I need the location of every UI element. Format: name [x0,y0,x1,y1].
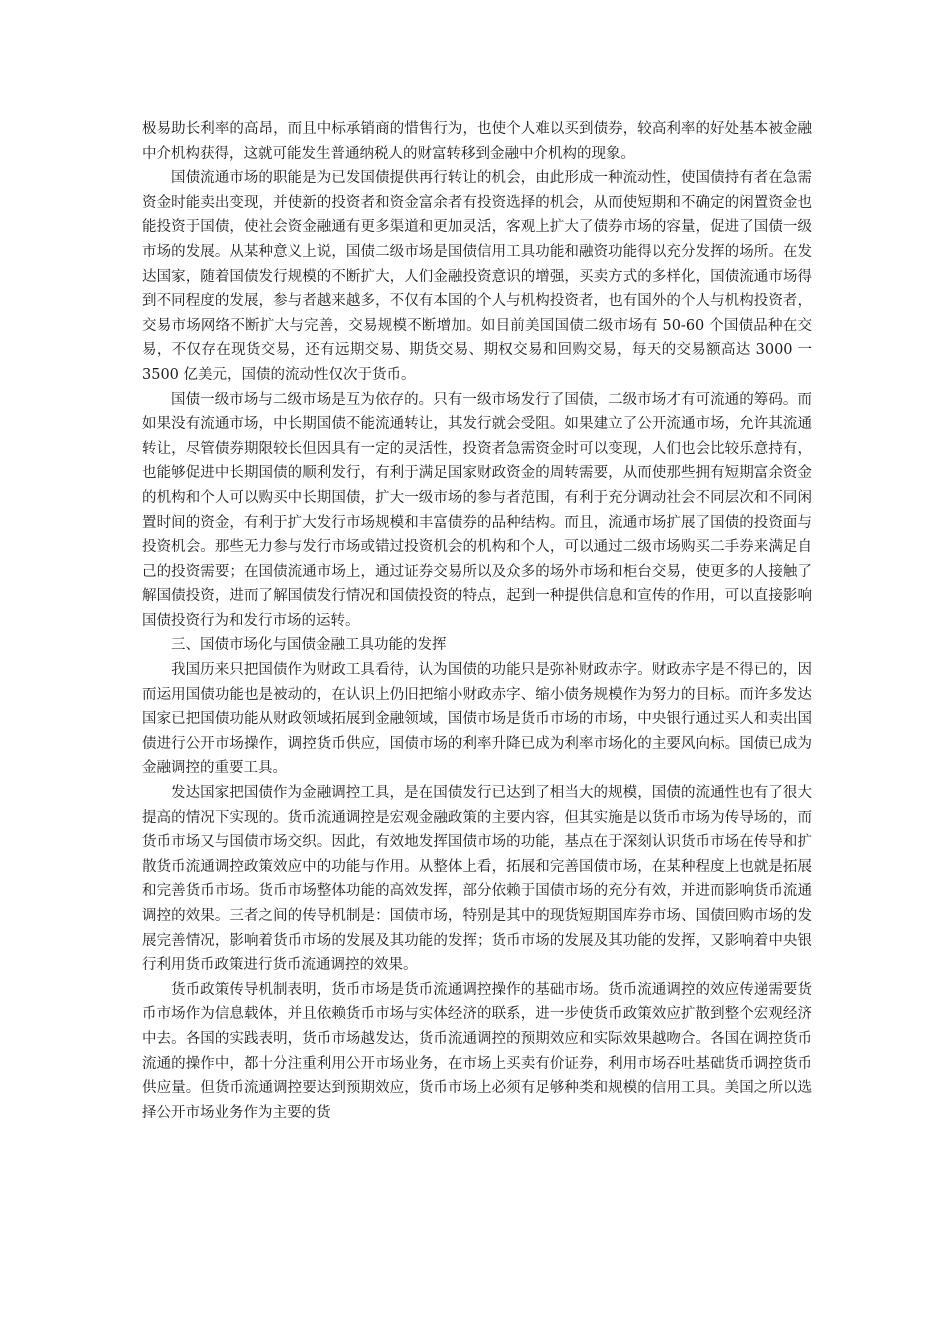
section-heading: 三、国债市场化与国债金融工具功能的发挥 [171,637,447,654]
paragraph-secondary-market-function: 国债流通市场的职能是为已发国债提供再行转让的机会，由此形成一种流动性，使国债持有者在急需资金时能卖出变现，并使新的投资者和资金富余者有投资选择的机会，从而使短期和不确定的闲置资金也能投资于国债，使社会资金融通有更多渠道和更加灵活，客观上扩大了债券市场的容量，促进了国债一级市场的发展。从某种意义上说，国债二级市场是国债信用工具功能和融资功能得以充分发挥的场所。在发达国家，随着国债发行规模的不断扩大，人们金融投资意识的增强，买卖方式的多样化，国债流通市场得到不同程度的发展，参与者越来越多，不仅有本国的个人与机构投资者，也有国外的个人与机构投资者，交易市场网络不断扩大与完善，交易规模不断增加。如目前美国国债二级市场有 50-60 个国债品种在交易，不仅存在现货交易，还有远期交易、期货交易、期权交易和回购交易，每天的交易额高达 3000 一 3500 亿美元，国债的流动性仅次于货币。 [142,170,812,383]
paragraph-primary-secondary-interdependence: 国债一级市场与二级市场是互为依存的。只有一级市场发行了国债，二级市场才有可流通的筹码。而如果没有流通市场，中长期国债不能流通转让，其发行就会受阻。如果建立了公开流通市场，允许其流通转让，尽管债券期限较长但因具有一定的灵活性，投资者急需资金时可以变现，人们也会比较乐意持有，也能够促进中长期国债的顺利发行，有利于满足国家财政资金的周转需要，从而使那些拥有短期富余资金的机构和个人可以购买中长期国债，扩大一级市场的参与者范围，有利于充分调动社会不同层次和不同闲置时间的资金，有利于扩大发行市场规模和丰富债券的品种结构。而且，流通市场扩展了国债的投资面与投资机会。那些无力参与发行市场或错过投资机会的机构和个人，可以通过二级市场购买二手券来满足自己的投资需要；在国债流通市场上，通过证券交易所以及众多的场外市场和柜台交易，使更多的人接触了解国债投资，进而了解国债发行情况和国债投资的特点，起到一种提供信息和宣传的作用，可以直接影响国债投资行为和发行市场的运转。 [142,391,812,629]
paragraph-continuation: 极易助长利率的高昂，而且中标承销商的惜售行为，也使个人难以买到债券，较高利率的好处基本被金融中介机构获得，这就可能发生普通纳税人的财富转移到金融中介机构的现象。 [142,121,812,162]
document-body [142,117,812,1125]
paragraph-fiscal-tool-view: 我国历来只把国债作为财政工具看待，认为国债的功能只是弥补财政赤字。财政赤字是不得已的，因而运用国债功能也是被动的，在认识上仍旧把缩小财政赤字、缩小债务规模作为努力的目标。而许多发达国家已把国债功能从财政领域拓展到金融领域，国债市场是货币市场的市场，中央银行通过买人和卖出国债进行公开市场操作，调控货币供应，国债市场的利率升降已成为利率市场化的主要风向标。国债已成为金融调控的重要工具。 [142,662,812,777]
paragraph-monetary-transmission: 货币政策传导机制表明，货币市场是货币流通调控操作的基础市场。货币流通调控的效应传递需要货币市场作为信息载体，并且依赖货币市场与实体经济的联系，进一步使货币政策效应扩散到整个宏观经济中去。各国的实践表明，货币市场越发达，货币流通调控的预期效应和实际效果越吻合。各国在调控货币流通的操作中，都十分注重利用公开市场业务，在市场上买卖有价证券，利用市场吞吐基础货币调控货币供应量。但货币流通调控要达到预期效应，货币市场上必须有足够种类和规模的信用工具。美国之所以选择公开市场业务作为主要的货 [142,981,812,1121]
paragraph-financial-control-tool: 发达国家把国债作为金融调控工具，是在国债发行已达到了相当大的规模，国债的流通性也有了很大提高的情况下实现的。货币流通调控是宏观金融政策的主要内容，但其实施是以货币市场为传导场的，而货币市场又与国债市场交织。因此，有效地发挥国债市场的功能，基点在于深刻认识货币市场在传导和扩散货币流通调控政策效应中的功能与作用。从整体上看，拓展和完善国债市场，在某种程度上也就是拓展和完善货币市场。货币市场整体功能的高效发挥，部分依赖于国债市场的充分有效，并进而影响货币流通调控的效果。三者之间的传导机制是：国债市场，特别是其中的现货短期国库券市场、国债回购市场的发展完善情况，影响着货币市场的发展及其功能的发挥；货币市场的发展及其功能的发挥，又影响着中央银行利用货币政策进行货币流通调控的效果。 [142,785,812,974]
